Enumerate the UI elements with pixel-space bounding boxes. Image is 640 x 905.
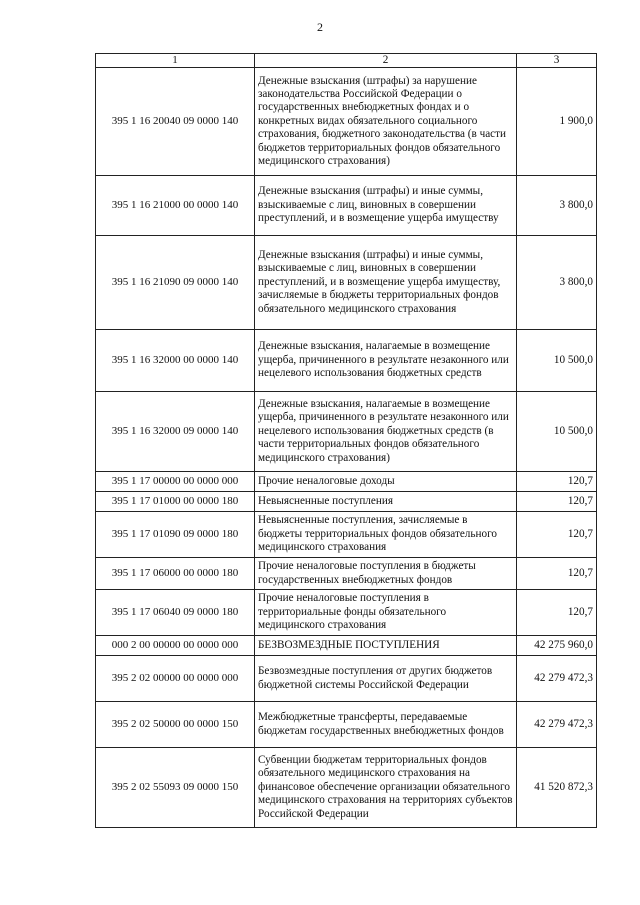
page-number: 2 <box>317 20 323 34</box>
row-code: 395 1 17 01000 00 0000 180 <box>96 492 255 512</box>
row-amount: 1 900,0 <box>517 68 597 176</box>
table-row <box>96 748 597 828</box>
row-code: 395 1 16 32000 00 0000 140 <box>96 330 255 392</box>
row-name: Субвенции бюджетам территориальных фондов обязательного медицинского страхования на финансовое обеспечение организации обязательного медицинского страхования на территориях субъектов Российской Федерации <box>255 748 517 828</box>
row-amount: 3 800,0 <box>517 176 597 236</box>
row-name: Денежные взыскания (штрафы) и иные суммы, взыскиваемые с лиц, виновных в совершении преступлений, и в возмещение ущерба имуществу <box>255 176 517 236</box>
row-name: Невыясненные поступления, зачисляемые в бюджеты территориальных фондов обязательного медицинского страхования <box>255 512 517 558</box>
row-name: Прочие неналоговые поступления в бюджеты государственных внебюджетных фондов <box>255 558 517 590</box>
table-row <box>96 702 597 748</box>
row-name: Прочие неналоговые поступления в территориальные фонды обязательного медицинского страхования <box>255 590 517 636</box>
table-header-row <box>96 54 597 68</box>
row-code: 395 1 17 01090 09 0000 180 <box>96 512 255 558</box>
header-col-2: 2 <box>255 54 517 68</box>
row-code: 000 2 00 00000 00 0000 000 <box>96 636 255 656</box>
row-amount: 10 500,0 <box>517 330 597 392</box>
row-amount: 3 800,0 <box>517 236 597 330</box>
table-row <box>96 656 597 702</box>
row-amount: 120,7 <box>517 590 597 636</box>
revenue-table <box>95 53 597 828</box>
row-code: 395 2 02 55093 09 0000 150 <box>96 748 255 828</box>
row-amount: 42 279 472,3 <box>517 656 597 702</box>
row-code: 395 1 16 21090 09 0000 140 <box>96 236 255 330</box>
row-amount: 42 279 472,3 <box>517 702 597 748</box>
row-name: Прочие неналоговые доходы <box>255 472 517 492</box>
table-row <box>96 590 597 636</box>
table-row <box>96 330 597 392</box>
row-amount: 120,7 <box>517 558 597 590</box>
row-name: Денежные взыскания (штрафы) и иные суммы, взыскиваемые с лиц, виновных в совершении преступлений, и в возмещение ущерба имуществу, зачисляемые в бюджеты территориальных фондов обязательного медицинского страхования <box>255 236 517 330</box>
row-amount: 120,7 <box>517 472 597 492</box>
row-code: 395 1 16 32000 09 0000 140 <box>96 392 255 472</box>
row-name: БЕЗВОЗМЕЗДНЫЕ ПОСТУПЛЕНИЯ <box>255 636 517 656</box>
row-amount: 120,7 <box>517 512 597 558</box>
row-name: Безвозмездные поступления от других бюджетов бюджетной системы Российской Федерации <box>255 656 517 702</box>
header-col-3: 3 <box>517 54 597 68</box>
row-code: 395 1 16 21000 00 0000 140 <box>96 176 255 236</box>
row-amount: 10 500,0 <box>517 392 597 472</box>
row-code: 395 1 17 00000 00 0000 000 <box>96 472 255 492</box>
row-code: 395 2 02 50000 00 0000 150 <box>96 702 255 748</box>
table-row <box>96 512 597 558</box>
row-code: 395 1 17 06000 00 0000 180 <box>96 558 255 590</box>
table-row <box>96 392 597 472</box>
row-code: 395 2 02 00000 00 0000 000 <box>96 656 255 702</box>
table-row <box>96 68 597 176</box>
row-amount: 42 275 960,0 <box>517 636 597 656</box>
table-row <box>96 558 597 590</box>
row-code: 395 1 16 20040 09 0000 140 <box>96 68 255 176</box>
row-name: Денежные взыскания, налагаемые в возмещение ущерба, причиненного в результате незаконного или нецелевого использования бюджетных средств (в части территориальных фондов обязательного медицинского страхования) <box>255 392 517 472</box>
row-amount: 120,7 <box>517 492 597 512</box>
row-amount: 41 520 872,3 <box>517 748 597 828</box>
table-row <box>96 636 597 656</box>
table-row <box>96 472 597 492</box>
table-row <box>96 176 597 236</box>
row-name: Денежные взыскания (штрафы) за нарушение законодательства Российской Федерации о государственных внебюджетных фондах и о конкретных видах обязательного социального страхования, бюджетного законодательства (в части бюджетов территориальных фондов обязательного медицинского страхования) <box>255 68 517 176</box>
row-name: Невыясненные поступления <box>255 492 517 512</box>
table-row <box>96 236 597 330</box>
row-name: Денежные взыскания, налагаемые в возмещение ущерба, причиненного в результате незаконного или нецелевого использования бюджетных средств <box>255 330 517 392</box>
header-col-1: 1 <box>96 54 255 68</box>
row-name: Межбюджетные трансферты, передаваемые бюджетам государственных внебюджетных фондов <box>255 702 517 748</box>
table-row <box>96 492 597 512</box>
row-code: 395 1 17 06040 09 0000 180 <box>96 590 255 636</box>
